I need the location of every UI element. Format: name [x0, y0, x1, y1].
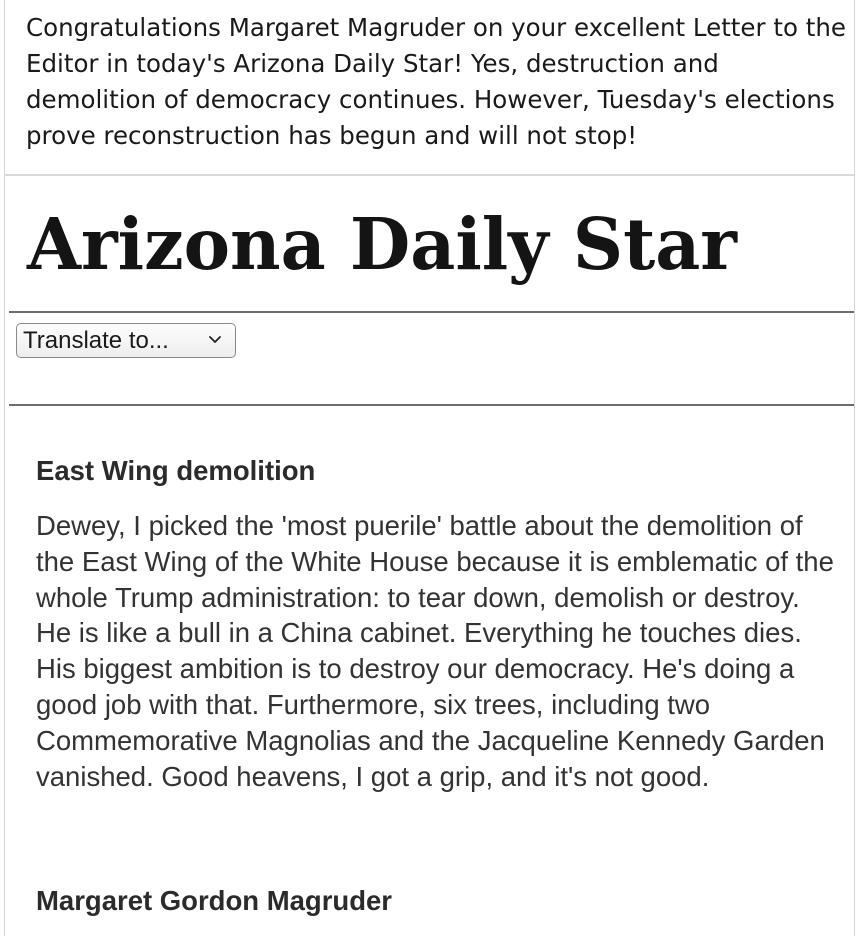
letter-author: Margaret Gordon Magruder	[36, 885, 393, 916]
letter-headline: East Wing demolition	[36, 455, 316, 486]
masthead-title: Arizona Daily Star	[27, 202, 737, 286]
content-divider	[9, 404, 854, 406]
letter-body: Dewey, I picked the 'most puerile' battle about the demolition of the East Wing of the White House because it is emblematic of the whole Trump administration: to tear down, demolish or destroy. He is like a bull in a China cabinet. Everything he touches dies. His biggest ambition is to destroy our democracy. He's doing a good job with that. Furthermore, six trees, including two Commemorative Magnolias and the Jacqueline Kennedy Garden vanished. Good heavens, I got a grip, and it's not good.	[36, 510, 834, 792]
post-caption-panel	[4, 0, 855, 174]
masthead-logo[interactable]	[27, 184, 787, 304]
translate-select[interactable]	[16, 323, 236, 358]
newspaper-screenshot	[4, 176, 855, 936]
translate-select-value: Translate to...	[23, 326, 169, 354]
post-caption-text: Congratulations Margaret Magruder on your excellent Letter to the Editor in today's Arizona Daily Star! Yes, destruction and demolition of democracy continues. However, Tuesday's elections prove reconstruction has begun and will not stop!	[26, 13, 846, 150]
chevron-down-icon	[207, 331, 223, 347]
masthead-divider	[9, 311, 854, 313]
